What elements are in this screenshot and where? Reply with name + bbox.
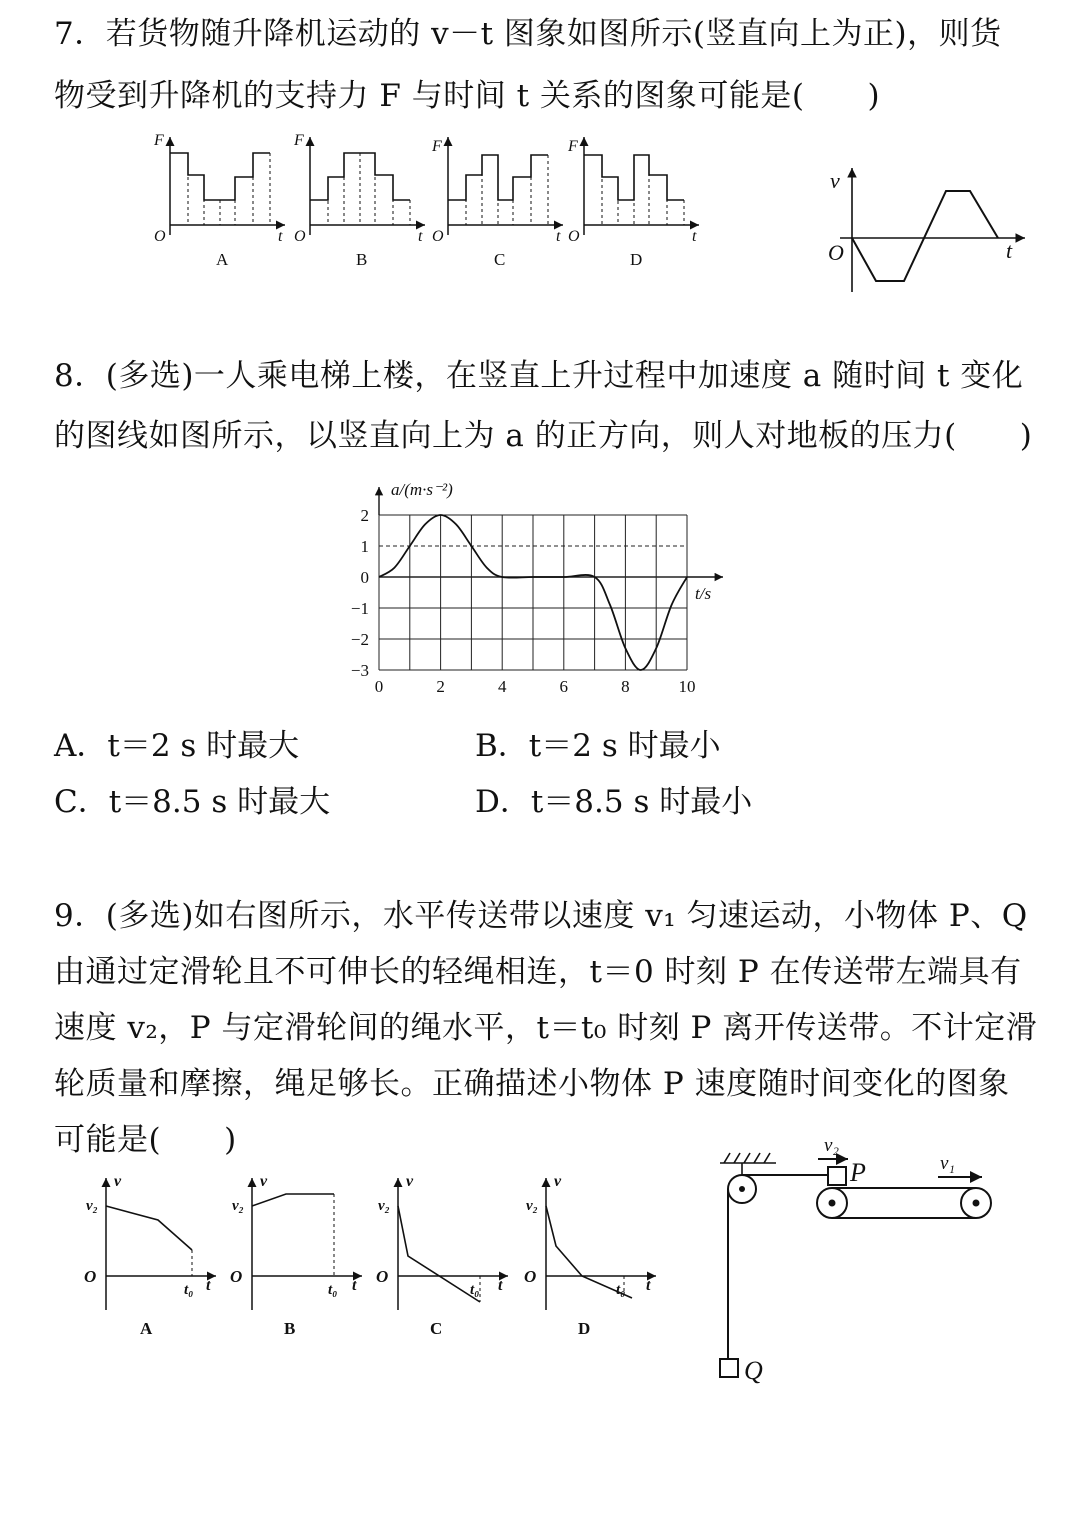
q8-option-a: A．t＝2 s 时最大 — [54, 728, 300, 764]
q9-conveyor-diagram — [710, 1125, 1030, 1385]
label-q: Q — [744, 1356, 763, 1385]
y-tick-label: 2 — [360, 506, 369, 525]
q8-acceleration-chart — [335, 475, 735, 705]
q9-graph-d-label: D — [578, 1319, 591, 1338]
block-p — [828, 1167, 846, 1185]
q9-graph-a-origin: O — [84, 1267, 97, 1286]
y-axis-label: a/(m·s⁻²) — [391, 480, 453, 499]
q7-line-1: 7．若货物随升降机运动的 v－t 图象如图所示(竖直向上为正)，则货 — [54, 16, 1002, 52]
q8-line-1: 8．(多选)一人乘电梯上楼，在竖直上升过程中加速度 a 随时间 t 变化 — [54, 358, 1024, 394]
q7-graph-b-origin: O — [294, 228, 306, 245]
q9-graph-b-v2: v₂ — [232, 1198, 244, 1214]
x-tick-label: 6 — [559, 677, 569, 696]
q9-graph-c-origin: O — [376, 1267, 389, 1286]
q9-line-3: 速度 v₂，P 与定滑轮间的绳水平，t＝t₀ 时刻 P 离开传送带。不计定滑 — [54, 1010, 1038, 1046]
q9-graph-c-t0: t₀ — [470, 1282, 480, 1298]
label-p: P — [850, 1158, 866, 1187]
q7-graph-d-xlabel: t — [692, 228, 697, 245]
q7-graph-a-origin: O — [154, 228, 166, 245]
q9-line-4: 轮质量和摩擦，绳足够长。正确描述小物体 P 速度随时间变化的图象 — [54, 1066, 1010, 1102]
q7-graph-c-label: C — [494, 250, 506, 269]
q7-graph-d — [567, 137, 699, 269]
q9-graph-b-origin: O — [230, 1267, 243, 1286]
q7-vt-graph — [820, 160, 1040, 310]
y-tick-label: −2 — [350, 630, 369, 649]
q7-graph-a-xlabel: t — [278, 228, 283, 245]
y-tick-label: −1 — [350, 599, 369, 618]
q9-line-2: 由通过定滑轮且不可伸长的轻绳相连，t＝0 时刻 P 在传送带左端具有 — [54, 954, 1022, 990]
label-v1: v₁ — [940, 1153, 956, 1174]
q7-graph-a — [153, 132, 285, 269]
x-tick-label: 4 — [497, 677, 507, 696]
q8-option-c: C．t＝8.5 s 时最大 — [54, 784, 331, 820]
y-tick-label: 1 — [360, 537, 369, 556]
q7-graph-c-xlabel: t — [556, 228, 561, 245]
q7-graph-b-label: B — [356, 250, 368, 269]
q9-graph-a-xlabel: t — [206, 1277, 211, 1294]
q7-graph-b — [293, 132, 425, 269]
x-axis-label: t/s — [695, 584, 712, 603]
q8-option-b: B．t＝2 s 时最小 — [475, 728, 721, 764]
q8-option-d: D．t＝8.5 s 时最小 — [475, 784, 753, 820]
q9-graph-d-v2: v₂ — [526, 1198, 538, 1214]
q7-graph-d-origin: O — [568, 228, 580, 245]
q7-graph-c — [431, 137, 563, 269]
q7-graph-a-label: A — [216, 250, 229, 269]
q9-graph-a-label: A — [140, 1319, 153, 1338]
x-tick-label: 8 — [621, 677, 630, 696]
q7-graph-a-ylabel: F — [154, 132, 164, 149]
q9-graph-c-ylabel: v — [406, 1173, 414, 1190]
q7-graph-c-ylabel: F — [432, 138, 442, 155]
q9-graph-d-origin: O — [524, 1267, 537, 1286]
q9-graph-c-xlabel: t — [498, 1277, 503, 1294]
q9-graph-a-v2: v₂ — [86, 1198, 98, 1214]
q9-graph-a — [84, 1173, 216, 1338]
q7-graph-c-origin: O — [432, 228, 444, 245]
q9-option-graphs — [80, 1170, 680, 1360]
q9-graph-a-ylabel: v — [114, 1173, 122, 1190]
q7-graph-b-ylabel: F — [294, 132, 304, 149]
q9-graph-d-t0: t₀ — [616, 1282, 626, 1298]
q9-line-5: 可能是( ) — [54, 1122, 237, 1158]
block-q — [720, 1359, 738, 1377]
q7-line-2: 物受到升降机的支持力 F 与时间 t 关系的图象可能是( ) — [54, 78, 881, 114]
q8-line-2: 的图线如图所示，以竖直向上为 a 的正方向，则人对地板的压力( ) — [54, 418, 1033, 454]
q7-graph-b-xlabel: t — [418, 228, 423, 245]
q7-graph-d-label: D — [630, 250, 643, 269]
q9-graph-d-ylabel: v — [554, 1173, 562, 1190]
x-tick-label: 10 — [678, 677, 696, 696]
q7-option-graphs — [150, 125, 710, 275]
x-tick-label: 0 — [374, 677, 384, 696]
q9-graph-b-label: B — [284, 1319, 296, 1338]
q9-graph-c — [376, 1173, 508, 1338]
q9-graph-c-label: C — [430, 1319, 443, 1338]
q9-graph-b — [230, 1173, 362, 1338]
q7-graph-d-ylabel: F — [568, 138, 578, 155]
y-tick-label: −3 — [350, 661, 369, 680]
q7-vt-xlabel: t — [1006, 238, 1013, 263]
q9-graph-c-v2: v₂ — [378, 1198, 390, 1214]
q9-graph-b-xlabel: t — [352, 1277, 357, 1294]
q9-graph-a-t0: t₀ — [184, 1282, 194, 1298]
q9-line-1: 9．(多选)如右图所示，水平传送带以速度 v₁ 匀速运动，小物体 P、Q — [54, 898, 1028, 934]
q9-graph-b-ylabel: v — [260, 1173, 268, 1190]
label-v2: v₂ — [824, 1135, 840, 1156]
x-tick-label: 2 — [436, 677, 445, 696]
q9-graph-d — [524, 1173, 656, 1338]
q9-graph-d-xlabel: t — [646, 1277, 651, 1294]
y-tick-label: 0 — [360, 568, 369, 587]
q7-vt-origin: O — [828, 240, 844, 265]
q9-graph-b-t0: t₀ — [328, 1282, 338, 1298]
ceiling-support — [720, 1153, 776, 1177]
q7-vt-ylabel: v — [830, 168, 840, 193]
